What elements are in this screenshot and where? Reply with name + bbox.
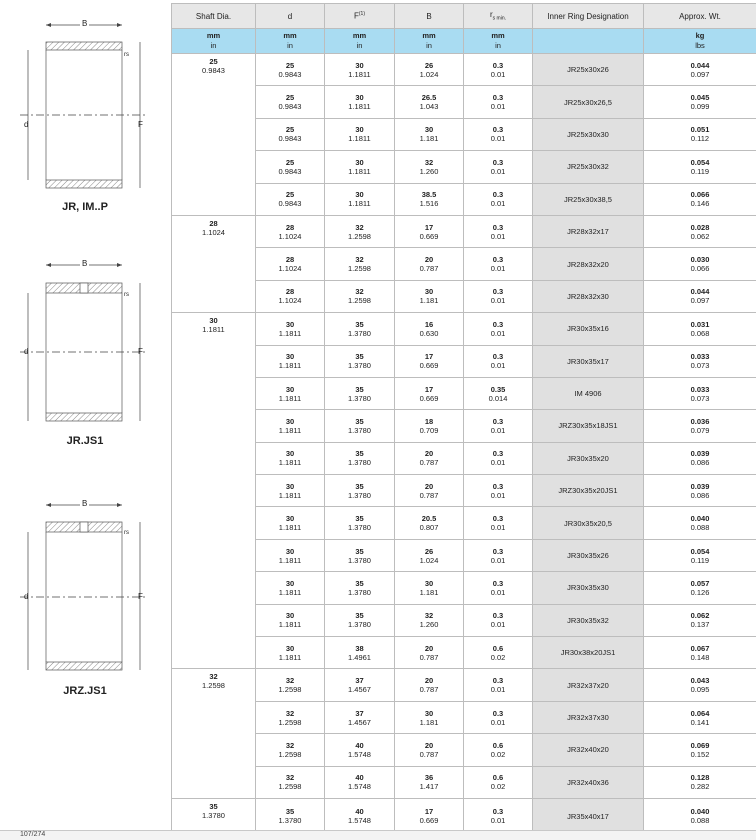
cell-designation: JRZ30x35x18JS1	[533, 410, 644, 442]
cell-designation: JR32x37x30	[533, 701, 644, 733]
bearing-drawing	[0, 255, 168, 430]
dim-b-label: B	[80, 499, 89, 508]
cell-d: 30 1.1811	[256, 507, 325, 539]
cell-f: 35 1.3780	[325, 604, 395, 636]
cell-f: 30 1.1811	[325, 54, 395, 86]
cell-weight: 0.044 0.097	[644, 280, 756, 312]
dim-rs-label: rs	[124, 530, 129, 536]
bearing-drawing	[0, 10, 168, 200]
cell-designation: JR25x30x30	[533, 118, 644, 150]
table-row	[172, 475, 756, 507]
table-row	[172, 604, 756, 636]
cell-rs: 0.3 0.01	[464, 215, 533, 247]
cell-b: 32 1.260	[395, 604, 464, 636]
cell-b: 32 1.260	[395, 151, 464, 183]
diagram-jr-js1	[0, 255, 168, 455]
cell-b: 18 0.709	[395, 410, 464, 442]
table-row	[172, 86, 756, 118]
cell-weight: 0.033 0.073	[644, 377, 756, 409]
cell-b: 20 0.787	[395, 734, 464, 766]
cell-weight: 0.031 0.068	[644, 313, 756, 345]
cell-rs: 0.6 0.02	[464, 637, 533, 669]
cell-f: 35 1.3780	[325, 507, 395, 539]
cell-b: 17 0.669	[395, 215, 464, 247]
cell-shaft-dia: 35 1.3780	[172, 798, 256, 833]
table-row	[172, 410, 756, 442]
cell-d: 30 1.1811	[256, 377, 325, 409]
diagram-jr-im-p	[0, 10, 168, 220]
col-d: d	[256, 4, 325, 29]
cell-weight: 0.030 0.066	[644, 248, 756, 280]
cell-rs: 0.35 0.014	[464, 377, 533, 409]
cell-f: 32 1.2598	[325, 215, 395, 247]
cell-rs: 0.3 0.01	[464, 280, 533, 312]
table-row	[172, 507, 756, 539]
cell-f: 30 1.1811	[325, 183, 395, 215]
col-rs-min: $r_{s min.}$	[464, 4, 533, 29]
cell-weight: 0.054 0.119	[644, 539, 756, 571]
unit-rs: mm in	[464, 29, 533, 54]
cell-shaft-dia: 28 1.1024	[172, 215, 256, 312]
table-body	[172, 54, 756, 834]
dim-b-label: B	[80, 19, 89, 28]
cell-rs: 0.3 0.01	[464, 442, 533, 474]
cell-rs: 0.3 0.01	[464, 345, 533, 377]
cell-f: 35 1.3780	[325, 345, 395, 377]
dim-f-label: F	[138, 347, 143, 356]
cell-weight: 0.051 0.112	[644, 118, 756, 150]
cell-weight: 0.069 0.152	[644, 734, 756, 766]
table-row	[172, 54, 756, 86]
cell-b: 30 1.181	[395, 701, 464, 733]
cell-d: 30 1.1811	[256, 313, 325, 345]
table-row	[172, 118, 756, 150]
cell-d: 30 1.1811	[256, 637, 325, 669]
cell-d: 32 1.2598	[256, 669, 325, 701]
cell-d: 28 1.1024	[256, 215, 325, 247]
cell-designation: JR30x35x16	[533, 313, 644, 345]
cell-b: 30 1.181	[395, 572, 464, 604]
cell-designation: JR28x32x20	[533, 248, 644, 280]
table-row	[172, 183, 756, 215]
cell-weight: 0.039 0.086	[644, 442, 756, 474]
table-row	[172, 151, 756, 183]
col-b: B	[395, 4, 464, 29]
cell-d: 25 0.9843	[256, 118, 325, 150]
table-row	[172, 442, 756, 474]
page-indicator: 107/274	[20, 831, 45, 838]
cell-designation: JR30x35x20	[533, 442, 644, 474]
cell-rs: 0.3 0.01	[464, 151, 533, 183]
dim-f-label: F	[138, 592, 143, 601]
cell-rs: 0.6 0.02	[464, 766, 533, 798]
col-weight: Approx. Wt.	[644, 4, 756, 29]
cell-designation: JR30x35x20,5	[533, 507, 644, 539]
cell-weight: 0.043 0.095	[644, 669, 756, 701]
cell-b: 20 0.787	[395, 442, 464, 474]
cell-d: 25 0.9843	[256, 151, 325, 183]
cell-designation: JR30x35x26	[533, 539, 644, 571]
cell-rs: 0.3 0.01	[464, 410, 533, 442]
cell-d: 30 1.1811	[256, 410, 325, 442]
cell-designation: JR30x35x17	[533, 345, 644, 377]
cell-designation: JRZ30x35x20JS1	[533, 475, 644, 507]
units-row	[172, 29, 756, 54]
table-row	[172, 669, 756, 701]
table-row	[172, 215, 756, 247]
diagram-jrz-js1	[0, 495, 168, 705]
dim-d-label: d	[24, 592, 28, 601]
cell-shaft-dia: 25 0.9843	[172, 54, 256, 216]
cell-f: 35 1.3780	[325, 410, 395, 442]
cell-b: 17 0.669	[395, 345, 464, 377]
cell-rs: 0.3 0.01	[464, 54, 533, 86]
cell-f: 40 1.5748	[325, 798, 395, 833]
bearing-drawing	[0, 495, 168, 680]
cell-b: 20 0.787	[395, 669, 464, 701]
header-row	[172, 4, 756, 29]
cell-d: 28 1.1024	[256, 248, 325, 280]
cell-rs: 0.3 0.01	[464, 475, 533, 507]
cell-b: 36 1.417	[395, 766, 464, 798]
cell-f: 40 1.5748	[325, 766, 395, 798]
cell-d: 30 1.1811	[256, 442, 325, 474]
cell-weight: 0.040 0.088	[644, 507, 756, 539]
cell-rs: 0.3 0.01	[464, 86, 533, 118]
diagram-title: JR.JS1	[30, 435, 140, 447]
table-row	[172, 572, 756, 604]
dim-rs-label: rs	[124, 292, 129, 298]
cell-f: 30 1.1811	[325, 118, 395, 150]
cell-weight: 0.028 0.062	[644, 215, 756, 247]
cell-f: 35 1.3780	[325, 539, 395, 571]
unit-b: mm in	[395, 29, 464, 54]
cell-designation: JR32x40x36	[533, 766, 644, 798]
cell-rs: 0.3 0.01	[464, 604, 533, 636]
cell-b: 26 1.024	[395, 54, 464, 86]
col-shaft-dia: Shaft Dia.	[172, 4, 256, 29]
table-row	[172, 734, 756, 766]
table-row	[172, 377, 756, 409]
cell-designation: JR30x35x30	[533, 572, 644, 604]
dim-d-label: d	[24, 120, 28, 129]
cell-f: 35 1.3780	[325, 313, 395, 345]
cell-weight: 0.064 0.141	[644, 701, 756, 733]
cell-weight: 0.062 0.137	[644, 604, 756, 636]
table-row	[172, 766, 756, 798]
cell-b: 20.5 0.807	[395, 507, 464, 539]
cell-designation: JR28x32x17	[533, 215, 644, 247]
cell-designation: JR32x40x20	[533, 734, 644, 766]
table-row	[172, 701, 756, 733]
cell-designation: JR32x37x20	[533, 669, 644, 701]
table-row	[172, 798, 756, 833]
cell-weight: 0.128 0.282	[644, 766, 756, 798]
cell-d: 30 1.1811	[256, 475, 325, 507]
cell-d: 30 1.1811	[256, 345, 325, 377]
cell-d: 25 0.9843	[256, 86, 325, 118]
cell-b: 20 0.787	[395, 248, 464, 280]
cell-d: 32 1.2598	[256, 766, 325, 798]
cell-b: 17 0.669	[395, 798, 464, 833]
cell-designation: JR25x30x38,5	[533, 183, 644, 215]
dim-rs-label: rs	[124, 52, 129, 58]
cell-designation: JR30x38x20JS1	[533, 637, 644, 669]
cell-designation: JR25x30x26,5	[533, 86, 644, 118]
cell-b: 30 1.181	[395, 280, 464, 312]
cell-weight: 0.057 0.126	[644, 572, 756, 604]
cell-designation: JR28x32x30	[533, 280, 644, 312]
cell-d: 30 1.1811	[256, 604, 325, 636]
cell-d: 32 1.2598	[256, 701, 325, 733]
cell-d: 30 1.1811	[256, 539, 325, 571]
cell-d: 28 1.1024	[256, 280, 325, 312]
unit-designation	[533, 29, 644, 54]
cell-weight: 0.045 0.099	[644, 86, 756, 118]
cell-designation: IM 4906	[533, 377, 644, 409]
cell-rs: 0.3 0.01	[464, 798, 533, 833]
cell-designation: JR30x35x32	[533, 604, 644, 636]
cell-f: 35 1.3780	[325, 572, 395, 604]
cell-f: 40 1.5748	[325, 734, 395, 766]
cell-rs: 0.3 0.01	[464, 248, 533, 280]
diagram-title: JRZ.JS1	[30, 685, 140, 697]
dim-b-label: B	[80, 259, 89, 268]
cell-rs: 0.3 0.01	[464, 572, 533, 604]
cell-d: 25 0.9843	[256, 54, 325, 86]
cell-designation: JR25x30x32	[533, 151, 644, 183]
unit-shaft: mm in	[172, 29, 256, 54]
dim-f-label: F	[138, 120, 143, 129]
cell-d: 25 0.9843	[256, 183, 325, 215]
unit-weight: kg lbs	[644, 29, 756, 54]
table-row	[172, 637, 756, 669]
cell-b: 38.5 1.516	[395, 183, 464, 215]
cell-rs: 0.3 0.01	[464, 118, 533, 150]
cell-rs: 0.3 0.01	[464, 183, 533, 215]
cell-f: 30 1.1811	[325, 151, 395, 183]
cell-f: 37 1.4567	[325, 701, 395, 733]
cell-b: 20 0.787	[395, 475, 464, 507]
cell-b: 17 0.669	[395, 377, 464, 409]
cell-d: 35 1.3780	[256, 798, 325, 833]
cell-rs: 0.3 0.01	[464, 539, 533, 571]
table-row	[172, 345, 756, 377]
bearing-table	[171, 3, 756, 834]
cell-rs: 0.3 0.01	[464, 313, 533, 345]
cell-f: 32 1.2598	[325, 280, 395, 312]
cell-weight: 0.044 0.097	[644, 54, 756, 86]
cell-b: 26.5 1.043	[395, 86, 464, 118]
cell-f: 38 1.4961	[325, 637, 395, 669]
cell-f: 35 1.3780	[325, 377, 395, 409]
cell-b: 20 0.787	[395, 637, 464, 669]
cell-weight: 0.033 0.073	[644, 345, 756, 377]
table-row	[172, 539, 756, 571]
cell-shaft-dia: 30 1.1811	[172, 313, 256, 669]
diagram-title: JR, IM..P	[30, 201, 140, 213]
cell-weight: 0.040 0.088	[644, 798, 756, 833]
cell-f: 35 1.3780	[325, 442, 395, 474]
cell-weight: 0.039 0.086	[644, 475, 756, 507]
cell-f: 30 1.1811	[325, 86, 395, 118]
cell-rs: 0.3 0.01	[464, 669, 533, 701]
cell-rs: 0.6 0.02	[464, 734, 533, 766]
cell-weight: 0.036 0.079	[644, 410, 756, 442]
cell-f: 37 1.4567	[325, 669, 395, 701]
cell-d: 32 1.2598	[256, 734, 325, 766]
table-row	[172, 313, 756, 345]
cell-designation: JR35x40x17	[533, 798, 644, 833]
cell-b: 30 1.181	[395, 118, 464, 150]
cell-weight: 0.067 0.148	[644, 637, 756, 669]
col-designation: Inner Ring Designation	[533, 4, 644, 29]
cell-b: 26 1.024	[395, 539, 464, 571]
cell-b: 16 0.630	[395, 313, 464, 345]
dim-d-label: d	[24, 347, 28, 356]
cell-d: 30 1.1811	[256, 572, 325, 604]
table-row	[172, 248, 756, 280]
cell-f: 35 1.3780	[325, 475, 395, 507]
cell-designation: JR25x30x26	[533, 54, 644, 86]
cell-rs: 0.3 0.01	[464, 701, 533, 733]
col-f: $F^{(1)}$	[325, 4, 395, 29]
cell-rs: 0.3 0.01	[464, 507, 533, 539]
cell-shaft-dia: 32 1.2598	[172, 669, 256, 799]
cell-weight: 0.054 0.119	[644, 151, 756, 183]
unit-d: mm in	[256, 29, 325, 54]
table-row	[172, 280, 756, 312]
unit-f: mm in	[325, 29, 395, 54]
cell-f: 32 1.2598	[325, 248, 395, 280]
cell-weight: 0.066 0.146	[644, 183, 756, 215]
